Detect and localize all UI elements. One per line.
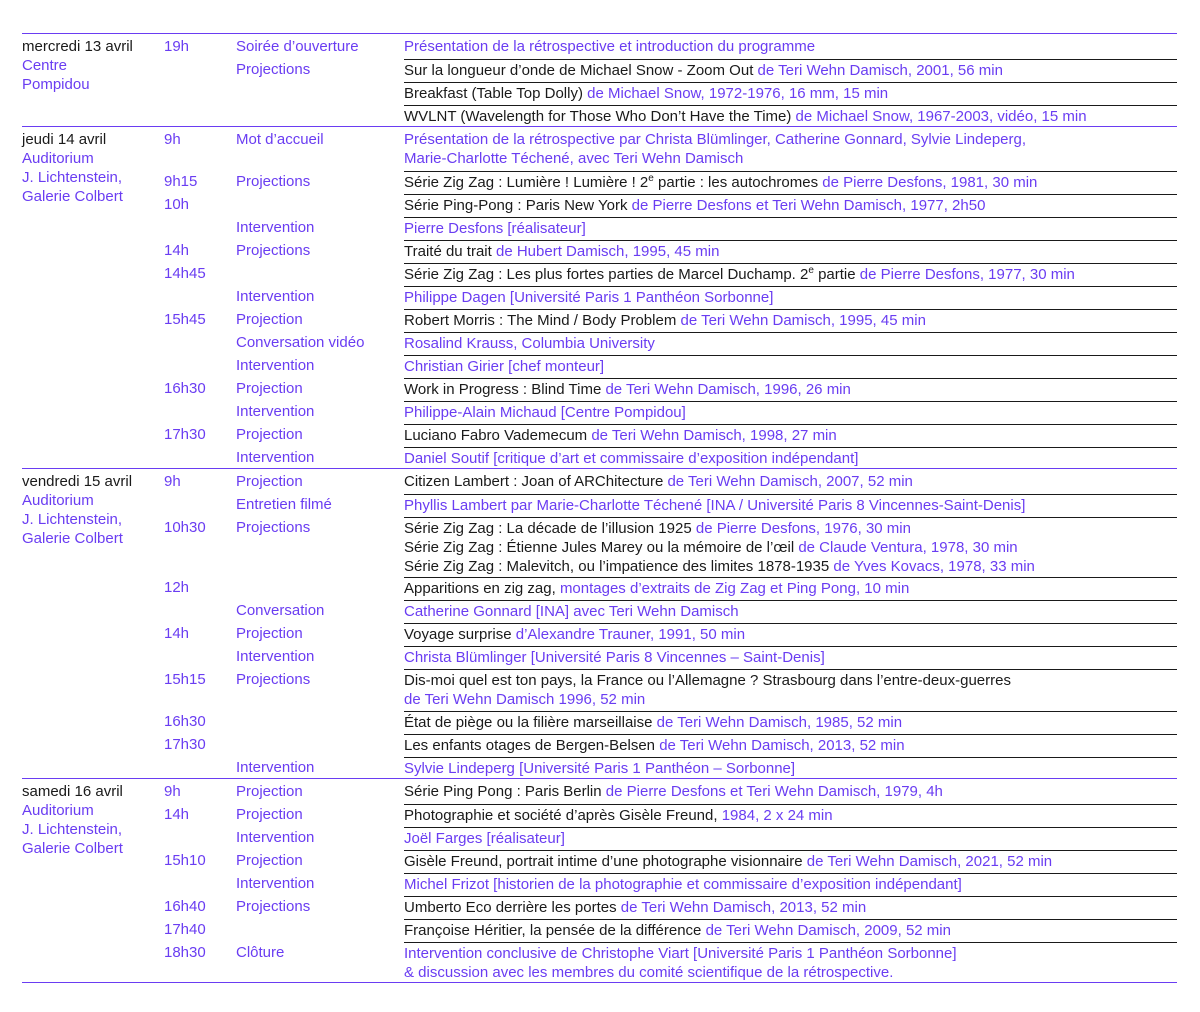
description-line	[404, 265, 1177, 284]
session-description	[404, 669, 1177, 709]
film-title: Françoise Héritier, la pensée de la différence	[404, 922, 706, 939]
description-line	[404, 690, 1177, 709]
session-row	[164, 57, 1177, 80]
session-description	[404, 942, 1177, 982]
session-row	[164, 575, 1177, 598]
session-description	[404, 355, 1177, 376]
session-row	[164, 192, 1177, 215]
description-line	[404, 557, 1177, 576]
session-description	[404, 171, 1177, 192]
session-row	[164, 127, 1177, 169]
session-row	[164, 825, 1177, 848]
session-description	[404, 82, 1177, 103]
session-description	[404, 517, 1177, 575]
day-name: mercredi 13 avril	[22, 38, 133, 55]
film-credit: Christa Blümlinger [Université Paris 8 Vincennes – Saint-Denis]	[404, 649, 825, 666]
session-type: Projection	[236, 311, 303, 328]
film-credit: de Pierre Desfons et Teri Wehn Damisch, 1977, 2h50	[631, 197, 986, 214]
session-time: 16h30	[164, 380, 206, 397]
film-credit: de Pierre Desfons, 1976, 30 min	[695, 520, 911, 537]
film-credit: Marie-Charlotte Téchené, avec Teri Wehn Damisch	[404, 150, 744, 167]
description-line	[404, 61, 1177, 80]
session-time: 14h45	[164, 265, 206, 282]
day-info	[22, 37, 162, 94]
film-title: Citizen Lambert : Joan of ARChitecture	[404, 473, 668, 490]
session-time: 14h	[164, 625, 190, 642]
film-credit: Présentation de la rétrospective par Christa Blümlinger, Catherine Gonnard, Sylvie Lindeperg,	[404, 131, 1027, 148]
day-name: jeudi 14 avril	[22, 131, 107, 148]
film-title: Voyage surprise	[404, 626, 516, 643]
session-time: 9h15	[164, 173, 198, 190]
film-title: Apparitions en zig zag,	[404, 580, 560, 597]
description-line	[404, 107, 1177, 126]
film-title: Robert Morris : The Mind / Body Problem	[404, 312, 681, 329]
day-info	[22, 782, 162, 858]
session-description	[404, 447, 1177, 468]
session-type: Entretien filmé	[236, 496, 332, 513]
description-line	[404, 538, 1177, 557]
film-credit: Philippe Dagen [Université Paris 1 Panthéon Sorbonne]	[404, 289, 774, 306]
session-type: Projection	[236, 473, 303, 490]
day-block	[22, 34, 1177, 127]
session-description	[404, 919, 1177, 940]
session-description	[404, 873, 1177, 894]
description-line	[404, 449, 1177, 468]
day-info	[22, 472, 162, 548]
day-venue: Centre Pompidou	[22, 57, 90, 93]
session-row	[164, 779, 1177, 802]
session-type: Clôture	[236, 944, 285, 961]
session-time: 17h30	[164, 736, 206, 753]
session-row	[164, 445, 1177, 468]
session-type: Projections	[236, 61, 311, 78]
session-type: Intervention	[236, 403, 315, 420]
description-line	[404, 579, 1177, 598]
session-time: 14h	[164, 242, 190, 259]
session-description	[404, 600, 1177, 621]
film-credit: de Yves Kovacs, 1978, 33 min	[833, 558, 1035, 575]
description-line	[404, 782, 1177, 801]
film-credit: de Teri Wehn Damisch 1996, 52 min	[404, 691, 646, 708]
session-row	[164, 80, 1177, 103]
film-credit: de Hubert Damisch, 1995, 45 min	[495, 243, 720, 260]
film-credit: de Pierre Desfons et Teri Wehn Damisch, 1979, 4h	[605, 783, 943, 800]
session-row	[164, 307, 1177, 330]
film-credit: Joël Farges [réalisateur]	[404, 830, 565, 847]
day-info	[22, 130, 162, 206]
session-row	[164, 940, 1177, 982]
session-description	[404, 424, 1177, 445]
film-title: Les enfants otages de Bergen-Belsen	[404, 737, 660, 754]
description-line	[404, 334, 1177, 353]
schedule-table	[22, 33, 1177, 983]
day-venue: Auditorium J. Lichtenstein, Galerie Colbert	[22, 150, 123, 205]
session-description	[404, 59, 1177, 80]
film-title: Sur la longueur d’onde de Michael Snow - Zoom Out	[404, 62, 758, 79]
session-row	[164, 492, 1177, 515]
session-row	[164, 422, 1177, 445]
session-row	[164, 917, 1177, 940]
film-title: Série Zig Zag : Lumière ! Lumière ! 2e partie : les autochromes	[404, 173, 823, 191]
session-row	[164, 848, 1177, 871]
session-type: Intervention	[236, 219, 315, 236]
session-time: 17h40	[164, 921, 206, 938]
session-time: 16h30	[164, 713, 206, 730]
session-description	[404, 781, 1177, 802]
session-description	[404, 734, 1177, 755]
session-description	[404, 309, 1177, 330]
session-description	[404, 494, 1177, 515]
session-type: Soirée d’ouverture	[236, 38, 359, 55]
description-line	[404, 426, 1177, 445]
description-line	[404, 149, 1177, 168]
film-title: Luciano Fabro Vademecum	[404, 427, 592, 444]
description-line	[404, 311, 1177, 330]
film-credit: Sylvie Lindeperg [Université Paris 1 Panthéon – Sorbonne]	[404, 760, 796, 777]
film-credit: de Teri Wehn Damisch, 1985, 52 min	[656, 714, 903, 731]
session-type: Projection	[236, 625, 303, 642]
film-credit: Rosalind Krauss, Columbia University	[404, 335, 655, 352]
film-title: Work in Progress : Blind Time	[404, 381, 606, 398]
session-type: Projections	[236, 671, 311, 688]
description-line	[404, 357, 1177, 376]
session-row	[164, 284, 1177, 307]
session-row	[164, 894, 1177, 917]
session-time: 15h15	[164, 671, 206, 688]
session-type: Intervention	[236, 829, 315, 846]
film-title: Gisèle Freund, portrait intime d’une photographe visionnaire	[404, 853, 807, 870]
session-list	[164, 779, 1177, 982]
session-description	[404, 286, 1177, 307]
description-line	[404, 84, 1177, 103]
session-description	[404, 646, 1177, 667]
film-title: Série Ping-Pong : Paris New York	[404, 197, 632, 214]
film-credit: de Teri Wehn Damisch, 1998, 27 min	[591, 427, 837, 444]
session-description	[404, 105, 1177, 126]
film-credit: montages d’extraits de Zig Zag et Ping Pong, 10 min	[559, 580, 910, 597]
description-line	[404, 875, 1177, 894]
session-description	[404, 804, 1177, 825]
description-line	[404, 242, 1177, 261]
description-line	[404, 380, 1177, 399]
description-line	[404, 921, 1177, 940]
session-description	[404, 401, 1177, 422]
session-type: Projection	[236, 426, 303, 443]
session-type: Projection	[236, 380, 303, 397]
session-row	[164, 330, 1177, 353]
session-type: Intervention	[236, 288, 315, 305]
description-line	[404, 472, 1177, 491]
film-credit: Pierre Desfons [réalisateur]	[404, 220, 586, 237]
description-line	[404, 736, 1177, 755]
description-line	[404, 130, 1177, 149]
film-credit: Intervention conclusive de Christophe Viart [Université Paris 1 Panthéon Sorbonne]	[404, 945, 957, 962]
session-type: Intervention	[236, 449, 315, 466]
session-type: Projection	[236, 806, 303, 823]
day-venue: Auditorium J. Lichtenstein, Galerie Colbert	[22, 802, 123, 857]
film-credit: de Teri Wehn Damisch, 2021, 52 min	[806, 853, 1053, 870]
description-line	[404, 759, 1177, 778]
session-description	[404, 827, 1177, 848]
session-type: Intervention	[236, 875, 315, 892]
film-credit: de Teri Wehn Damisch, 2001, 56 min	[757, 62, 1003, 79]
session-description	[404, 240, 1177, 261]
film-credit: de Michael Snow, 1967-2003, vidéo, 15 min	[795, 108, 1087, 125]
day-block	[22, 127, 1177, 469]
session-time: 19h	[164, 38, 190, 55]
film-title: Série Zig Zag : La décade de l’illusion 1925	[404, 520, 696, 537]
session-row	[164, 34, 1177, 57]
description-line	[404, 519, 1177, 538]
film-credit: Phyllis Lambert par Marie-Charlotte Téchené [INA / Université Paris 8 Vincennes-Saint-Denis]	[404, 497, 1026, 514]
film-title: État de piège ou la filière marseillaise	[404, 714, 657, 731]
session-row	[164, 598, 1177, 621]
description-line	[404, 963, 1177, 982]
day-block	[22, 469, 1177, 779]
session-description	[404, 36, 1177, 57]
session-description	[404, 217, 1177, 238]
session-row	[164, 238, 1177, 261]
description-line	[404, 602, 1177, 621]
film-title: WVLNT (Wavelength for Those Who Don’t Have the Time)	[404, 108, 796, 125]
session-description	[404, 471, 1177, 492]
film-credit: Philippe-Alain Michaud [Centre Pompidou]	[404, 404, 686, 421]
session-description	[404, 194, 1177, 215]
film-credit: de Pierre Desfons, 1981, 30 min	[822, 174, 1038, 191]
session-row	[164, 732, 1177, 755]
session-time: 12h	[164, 579, 190, 596]
session-row	[164, 399, 1177, 422]
session-description	[404, 577, 1177, 598]
session-type: Intervention	[236, 759, 315, 776]
session-type: Projections	[236, 242, 311, 259]
description-line	[404, 173, 1177, 192]
film-title: Photographie et société d’après Gisèle Freund,	[404, 807, 722, 824]
session-type: Conversation vidéo	[236, 334, 365, 351]
film-credit: Présentation de la rétrospective et introduction du programme	[404, 38, 816, 55]
session-type: Projections	[236, 519, 311, 536]
session-time: 15h45	[164, 311, 206, 328]
session-description	[404, 332, 1177, 353]
session-type: Mot d’accueil	[236, 131, 324, 148]
description-line	[404, 713, 1177, 732]
film-credit: de Teri Wehn Damisch, 2007, 52 min	[667, 473, 913, 490]
session-time: 18h30	[164, 944, 206, 961]
film-credit: & discussion avec les membres du comité scientifique de la rétrospective.	[404, 964, 894, 981]
film-title: Série Zig Zag : Étienne Jules Marey ou la mémoire de l’œil	[404, 539, 799, 556]
session-row	[164, 621, 1177, 644]
film-title: Série Ping Pong : Paris Berlin	[404, 783, 606, 800]
description-line	[404, 852, 1177, 871]
session-row	[164, 103, 1177, 126]
session-type: Conversation	[236, 602, 325, 619]
session-time: 9h	[164, 473, 181, 490]
film-title: Série Zig Zag : Malevitch, ou l’impatience des limites 1878-1935	[404, 558, 834, 575]
session-row	[164, 802, 1177, 825]
session-row	[164, 376, 1177, 399]
session-time: 9h	[164, 783, 181, 800]
session-type: Projections	[236, 173, 311, 190]
description-line	[404, 196, 1177, 215]
session-row	[164, 469, 1177, 492]
session-row	[164, 871, 1177, 894]
session-description	[404, 850, 1177, 871]
session-description	[404, 623, 1177, 644]
session-time: 14h	[164, 806, 190, 823]
session-row	[164, 261, 1177, 284]
session-list	[164, 469, 1177, 778]
session-time: 9h	[164, 131, 181, 148]
description-line	[404, 219, 1177, 238]
session-description	[404, 711, 1177, 732]
film-credit: de Teri Wehn Damisch, 2009, 52 min	[705, 922, 951, 939]
description-line	[404, 671, 1177, 690]
film-title: Umberto Eco derrière les portes	[404, 899, 621, 916]
description-line	[404, 944, 1177, 963]
day-venue: Auditorium J. Lichtenstein, Galerie Colbert	[22, 492, 123, 547]
session-time: 10h	[164, 196, 190, 213]
film-credit: Daniel Soutif [critique d’art et commissaire d’exposition indépendant]	[404, 450, 859, 467]
session-type: Intervention	[236, 648, 315, 665]
session-type: Projection	[236, 852, 303, 869]
description-line	[404, 403, 1177, 422]
film-title: Traité du trait	[404, 243, 496, 260]
session-row	[164, 353, 1177, 376]
description-line	[404, 496, 1177, 515]
session-list	[164, 34, 1177, 126]
film-credit: de Pierre Desfons, 1977, 30 min	[859, 266, 1075, 283]
session-time: 10h30	[164, 519, 206, 536]
film-credit: de Michael Snow, 1972-1976, 16 mm, 15 min	[587, 85, 889, 102]
session-type: Projections	[236, 898, 311, 915]
description-line	[404, 288, 1177, 307]
session-row	[164, 215, 1177, 238]
film-title: Breakfast (Table Top Dolly)	[404, 85, 588, 102]
session-description	[404, 896, 1177, 917]
description-line	[404, 648, 1177, 667]
film-credit: Catherine Gonnard [INA] avec Teri Wehn Damisch	[404, 603, 739, 620]
session-description	[404, 263, 1177, 284]
session-type: Projection	[236, 783, 303, 800]
description-line	[404, 806, 1177, 825]
film-credit: 1984, 2 x 24 min	[721, 807, 833, 824]
session-row	[164, 515, 1177, 575]
session-row	[164, 169, 1177, 192]
session-type: Intervention	[236, 357, 315, 374]
session-row	[164, 709, 1177, 732]
session-time: 15h10	[164, 852, 206, 869]
session-time: 17h30	[164, 426, 206, 443]
film-credit: de Teri Wehn Damisch, 1996, 26 min	[605, 381, 851, 398]
day-name: samedi 16 avril	[22, 783, 123, 800]
film-credit: de Teri Wehn Damisch, 2013, 52 min	[659, 737, 905, 754]
film-title: Série Zig Zag : Les plus fortes parties de Marcel Duchamp. 2e partie	[404, 265, 860, 283]
session-row	[164, 755, 1177, 778]
film-credit: de Teri Wehn Damisch, 2013, 52 min	[620, 899, 867, 916]
day-name: vendredi 15 avril	[22, 473, 133, 490]
session-time: 16h40	[164, 898, 206, 915]
description-line	[404, 829, 1177, 848]
film-credit: de Claude Ventura, 1978, 30 min	[798, 539, 1018, 556]
session-row	[164, 644, 1177, 667]
session-description	[404, 129, 1177, 169]
session-description	[404, 378, 1177, 399]
film-credit: Christian Girier [chef monteur]	[404, 358, 605, 375]
film-credit: Michel Frizot [historien de la photographie et commissaire d’exposition indépendant]	[404, 876, 962, 893]
description-line	[404, 898, 1177, 917]
session-description	[404, 757, 1177, 778]
film-title: Dis-moi quel est ton pays, la France ou l’Allemagne ? Strasbourg dans l’entre-deux-guerres	[404, 672, 1011, 689]
description-line	[404, 625, 1177, 644]
description-line	[404, 37, 1177, 56]
film-credit: d’Alexandre Trauner, 1991, 50 min	[515, 626, 746, 643]
film-credit: de Teri Wehn Damisch, 1995, 45 min	[680, 312, 926, 329]
day-block	[22, 779, 1177, 983]
session-list	[164, 127, 1177, 468]
session-row	[164, 667, 1177, 709]
